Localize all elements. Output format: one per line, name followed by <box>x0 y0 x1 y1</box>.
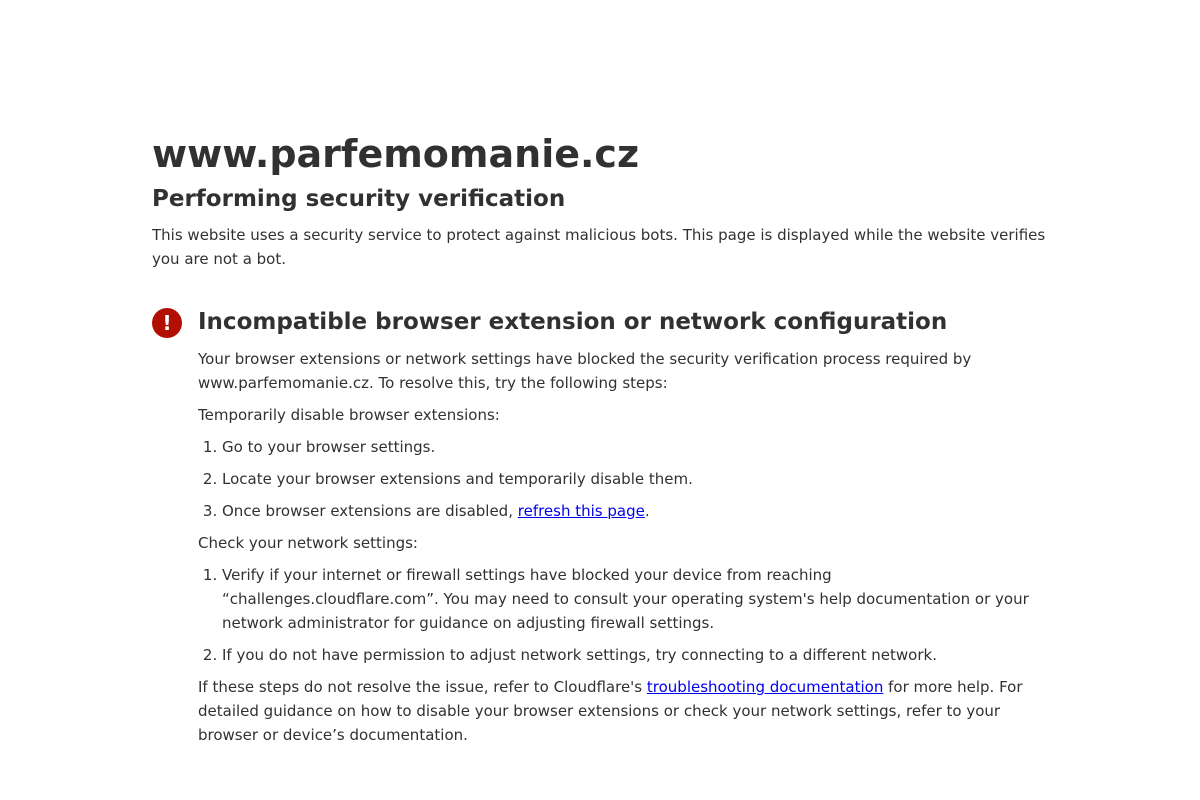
list-item <box>222 435 1052 459</box>
list-item <box>222 643 1052 667</box>
step-text: Once browser extensions are disabled, <box>222 502 518 520</box>
network-steps-list <box>198 563 1052 667</box>
error-heading: Incompatible browser extension or network configuration <box>198 309 948 335</box>
error-section <box>152 305 1052 747</box>
list-item <box>222 467 1052 491</box>
footer-text: If these steps do not resolve the issue, refer to Cloudflare's <box>198 678 647 696</box>
network-title: Check your network settings: <box>198 534 418 552</box>
step-text: Locate your browser extensions and temporarily disable them. <box>222 470 693 488</box>
step-text: Verify if your internet or firewall settings have blocked your device from reaching “challenges.cloudflare.com”. You may need to consult your operating system's help documentation or your network administrator for guidance on adjusting firewall settings. <box>222 566 1029 632</box>
footer-text-suffix: for more help. For detailed guidance on how to disable your browser extensions or check your network settings, refer to your browser or device’s documentation. <box>198 678 1023 744</box>
step-text: If you do not have permission to adjust network settings, try connecting to a different network. <box>222 646 937 664</box>
troubleshooting-documentation-link[interactable]: troubleshooting documentation <box>646 678 884 696</box>
page-subtitle: Performing security verification <box>152 186 566 212</box>
list-item <box>222 499 1052 523</box>
help-footer <box>198 675 1052 747</box>
error-description: Your browser extensions or network settings have blocked the security verification process required by www.parfemomanie.cz. To resolve this, try the following steps: <box>198 350 972 392</box>
site-domain-title: www.parfemomanie.cz <box>152 132 640 176</box>
intro-text: This website uses a security service to protect against malicious bots. This page is displayed while the website verifies you are not a bot. <box>152 226 1046 268</box>
extension-steps-list <box>198 435 1052 523</box>
step-text: Go to your browser settings. <box>222 438 436 456</box>
refresh-page-link[interactable]: refresh this page <box>517 502 645 520</box>
step-text-suffix: . <box>644 502 650 520</box>
extensions-title: Temporarily disable browser extensions: <box>198 406 500 424</box>
exclamation-circle-icon: ! <box>152 308 182 338</box>
list-item <box>222 563 1052 635</box>
main-content <box>152 130 1052 747</box>
